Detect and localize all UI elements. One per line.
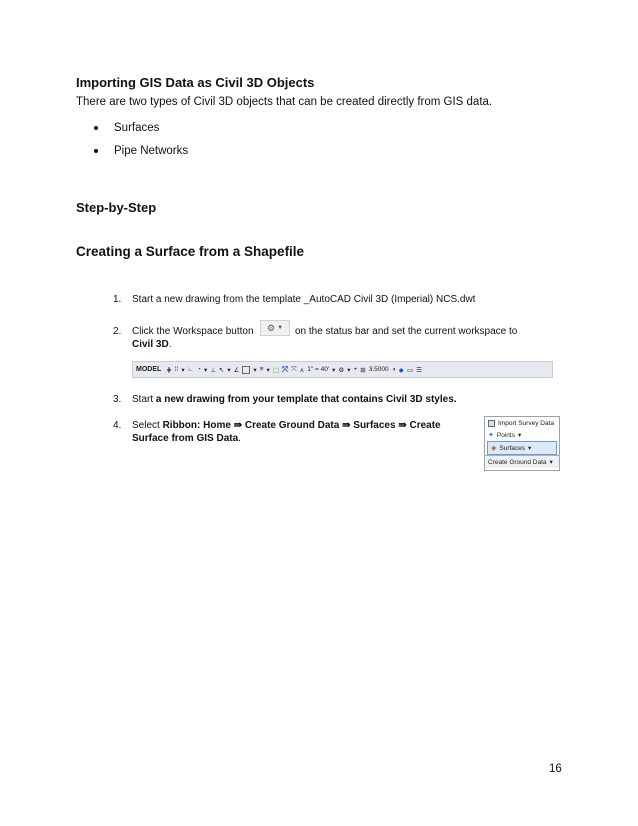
chevron-down-icon: ▾ [549,459,553,466]
subsection-title: Creating a Surface from a Shapefile [76,244,305,259]
arrow-right-icon: ⇛ [233,420,243,431]
workspace-button[interactable] [260,320,290,336]
precision-label[interactable]: 3.5000 [368,366,389,373]
chevron-down-icon[interactable]: ▾ [203,366,208,374]
ribbon-path-home: Ribbon: Home [162,420,231,431]
intro-paragraph: There are two types of Civil 3D objects that can be created directly from GIS data. [76,96,493,108]
step-text-post: on the status bar and set the current workspace to [295,326,518,337]
selection-icon[interactable]: ⬚ [272,366,279,374]
ribbon-item-label: Import Survey Data [498,419,554,427]
chevron-down-icon[interactable]: ▾ [181,366,185,374]
ribbon-panel-title-label: Create Ground Data [488,458,547,466]
ribbon-path-create: Create [409,420,441,431]
annotation-autoscale-icon[interactable]: ⋏ [299,366,305,374]
chevron-down-icon[interactable]: ▾ [227,366,231,374]
step-by-step-heading: Step-by-Step [76,200,157,215]
ribbon-path-surfaces: Surfaces [353,420,396,431]
bullet-item [114,144,188,158]
page-number: 16 [549,763,562,775]
angle-icon[interactable]: ∠ [233,366,240,374]
annotation-visibility-icon[interactable]: ⤧ [291,365,297,373]
polar-icon[interactable]: ◔ [197,366,201,373]
menu-icon[interactable]: ☰ [416,366,422,374]
step-4 [113,419,483,447]
object-snap-icon[interactable] [242,363,250,376]
step-text-pre: Select [132,420,163,431]
osnap-track-icon[interactable]: ↖ [218,366,225,374]
ribbon-item-surfaces[interactable] [487,441,557,455]
step-number: 3. [113,394,122,405]
gear-icon: ⚙ [266,322,276,333]
step-text-bold: a new drawing from your template that contains Civil 3D styles. [155,394,457,405]
step-number: 1. [113,294,122,305]
ribbon-item-label: Points [496,431,515,439]
step-text-bold: Civil 3D [132,339,169,350]
chevron-down-icon[interactable]: ▾ [332,366,336,374]
clean-screen-icon[interactable]: ▭ [406,366,414,374]
isolate-icon[interactable]: ◑ [391,366,396,373]
step-text-pre: Click the Workspace button [132,326,254,337]
survey-import-icon [488,420,495,427]
ribbon-item-points[interactable] [485,429,559,441]
grid-icon[interactable]: ⋕ [166,366,172,374]
ortho-icon[interactable]: ∟ [187,366,194,373]
step-text: Start a new drawing from the template _AutoCAD Civil 3D (Imperial) NCS.dwt [132,294,476,305]
step-3 [113,393,553,407]
status-bar [132,361,553,378]
surfaces-icon: ◈ [491,445,497,452]
chevron-down-icon: ▼ [277,324,284,331]
step-number: 2. [113,326,122,337]
step-1 [113,293,553,307]
ribbon-path-surface-from-gis: Surface from GIS Data [132,433,239,444]
ribbon-item-import-survey-data[interactable] [485,417,559,429]
chevron-down-icon: ▾ [528,445,532,452]
step-2 [113,322,553,353]
chevron-down-icon[interactable]: ▾ [266,366,270,374]
bullet-text: Pipe Networks [114,145,189,157]
bullet-text: Surfaces [114,122,160,134]
bullet-item [114,121,159,135]
plus-icon[interactable]: + [353,366,358,373]
bullet-dot [94,126,98,130]
lineweight-icon[interactable]: ≡ [259,366,264,373]
chevron-down-icon[interactable]: ▾ [253,366,257,374]
section-title: Importing GIS Data as Civil 3D Objects [76,75,315,90]
ribbon-item-label: Surfaces [499,444,526,452]
chevron-down-icon: ▾ [517,432,522,439]
step-text-end: . [168,339,172,350]
step-text-end: . [238,433,241,444]
step-number: 4. [113,420,122,431]
annotation-scale-icon[interactable]: ⤧ [281,364,289,374]
ribbon-panel [484,416,560,471]
ribbon-panel-title[interactable] [485,455,559,468]
snap-icon[interactable]: ⁞⁞ [174,366,179,373]
workspace-gear-icon[interactable]: ⚙ [338,366,345,374]
arrow-right-icon: ⇛ [398,420,407,431]
ribbon-path-create-ground-data: Create Ground Data [244,420,340,431]
units-icon[interactable]: ⊞ [360,366,366,374]
scale-label[interactable]: 1" = 40' [307,366,330,373]
arrow-right-icon: ⇛ [342,420,351,431]
model-label[interactable]: MODEL [136,366,162,373]
points-icon: ✦ [488,432,494,439]
hardware-acceleration-icon[interactable]: ● [398,364,404,375]
bullet-dot [94,149,98,153]
step-text-pre: Start [132,394,156,405]
chevron-down-icon[interactable]: ▾ [347,366,351,374]
iso-icon[interactable]: ⊥ [210,366,216,374]
